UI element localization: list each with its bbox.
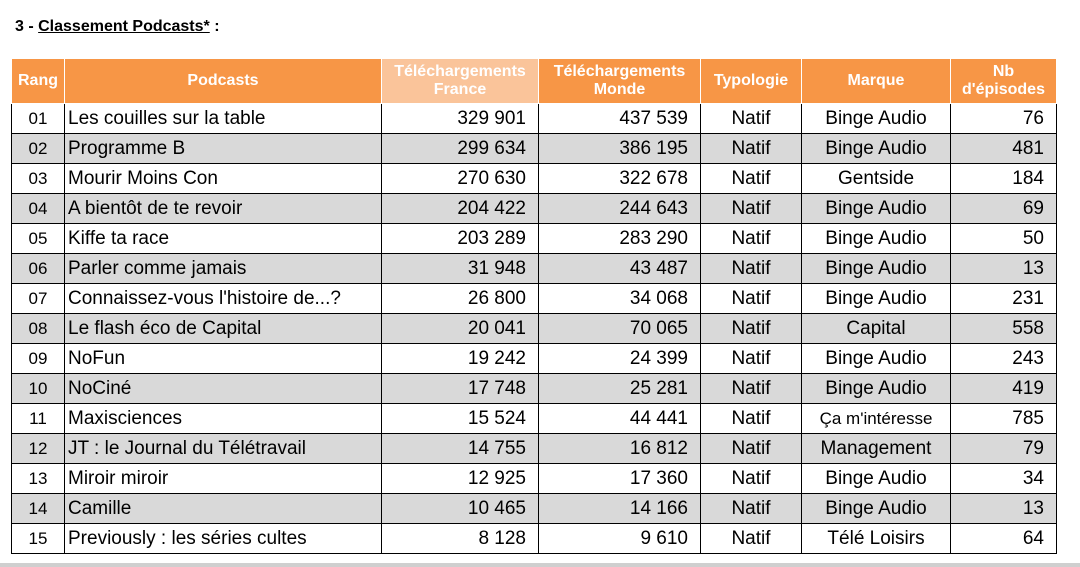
cell-downloads-world: 25 281: [539, 374, 701, 404]
cell-rank: 03: [12, 164, 65, 194]
cell-downloads-world: 24 399: [539, 344, 701, 374]
bottom-divider: [0, 563, 1080, 567]
cell-downloads-world: 386 195: [539, 134, 701, 164]
table-row: [12, 164, 1057, 194]
table-body: [12, 104, 1057, 554]
cell-typology: Natif: [701, 314, 802, 344]
cell-downloads-world: 34 068: [539, 284, 701, 314]
cell-typology: Natif: [701, 254, 802, 284]
cell-rank: 07: [12, 284, 65, 314]
cell-brand: Ça m'intéresse: [802, 404, 951, 434]
cell-downloads-france: 20 041: [382, 314, 539, 344]
cell-podcast-name: Camille: [65, 494, 382, 524]
cell-typology: Natif: [701, 134, 802, 164]
cell-downloads-france: 15 524: [382, 404, 539, 434]
cell-typology: Natif: [701, 404, 802, 434]
cell-downloads-france: 204 422: [382, 194, 539, 224]
cell-brand: Binge Audio: [802, 104, 951, 134]
cell-downloads-world: 322 678: [539, 164, 701, 194]
cell-downloads-world: 17 360: [539, 464, 701, 494]
cell-rank: 11: [12, 404, 65, 434]
cell-podcast-name: Les couilles sur la table: [65, 104, 382, 134]
cell-downloads-france: 19 242: [382, 344, 539, 374]
cell-rank: 08: [12, 314, 65, 344]
cell-rank: 10: [12, 374, 65, 404]
cell-rank: 04: [12, 194, 65, 224]
cell-episodes: 69: [951, 194, 1057, 224]
cell-podcast-name: Previously : les séries cultes: [65, 524, 382, 554]
cell-brand: Binge Audio: [802, 464, 951, 494]
header-row: [12, 59, 1057, 104]
cell-typology: Natif: [701, 464, 802, 494]
section-title: [15, 18, 220, 36]
table-row: [12, 434, 1057, 464]
header-rank[interactable]: Rang: [12, 59, 65, 104]
table-row: [12, 494, 1057, 524]
cell-brand: Management: [802, 434, 951, 464]
cell-episodes: 481: [951, 134, 1057, 164]
cell-downloads-france: 329 901: [382, 104, 539, 134]
cell-downloads-world: 283 290: [539, 224, 701, 254]
cell-podcast-name: NoFun: [65, 344, 382, 374]
header-typology[interactable]: Typologie: [701, 59, 802, 104]
cell-downloads-world: 43 487: [539, 254, 701, 284]
table-row: [12, 194, 1057, 224]
cell-brand: Binge Audio: [802, 134, 951, 164]
cell-rank: 14: [12, 494, 65, 524]
cell-podcast-name: Le flash éco de Capital: [65, 314, 382, 344]
cell-rank: 05: [12, 224, 65, 254]
table-row: [12, 104, 1057, 134]
table-row: [12, 524, 1057, 554]
cell-podcast-name: NoCiné: [65, 374, 382, 404]
cell-downloads-world: 16 812: [539, 434, 701, 464]
cell-podcast-name: Connaissez-vous l'histoire de...?: [65, 284, 382, 314]
cell-rank: 02: [12, 134, 65, 164]
cell-typology: Natif: [701, 164, 802, 194]
cell-downloads-world: 244 643: [539, 194, 701, 224]
cell-brand: Gentside: [802, 164, 951, 194]
table-row: [12, 254, 1057, 284]
cell-episodes: 64: [951, 524, 1057, 554]
cell-typology: Natif: [701, 524, 802, 554]
cell-downloads-world: 9 610: [539, 524, 701, 554]
cell-typology: Natif: [701, 284, 802, 314]
cell-podcast-name: Maxisciences: [65, 404, 382, 434]
table-row: [12, 134, 1057, 164]
cell-brand: Binge Audio: [802, 494, 951, 524]
cell-podcast-name: JT : le Journal du Télétravail: [65, 434, 382, 464]
header-episodes[interactable]: Nb d'épisodes: [951, 59, 1057, 104]
table-row: [12, 374, 1057, 404]
cell-episodes: 13: [951, 254, 1057, 284]
cell-episodes: 231: [951, 284, 1057, 314]
cell-downloads-france: 12 925: [382, 464, 539, 494]
cell-podcast-name: Kiffe ta race: [65, 224, 382, 254]
cell-episodes: 76: [951, 104, 1057, 134]
podcast-ranking-table: [11, 58, 1057, 554]
cell-downloads-france: 203 289: [382, 224, 539, 254]
section-number: 3 -: [15, 18, 39, 35]
cell-downloads-world: 44 441: [539, 404, 701, 434]
cell-rank: 01: [12, 104, 65, 134]
cell-episodes: 184: [951, 164, 1057, 194]
cell-typology: Natif: [701, 494, 802, 524]
cell-podcast-name: Parler comme jamais: [65, 254, 382, 284]
cell-episodes: 419: [951, 374, 1057, 404]
cell-episodes: 558: [951, 314, 1057, 344]
table-row: [12, 224, 1057, 254]
cell-downloads-world: 70 065: [539, 314, 701, 344]
cell-episodes: 79: [951, 434, 1057, 464]
cell-rank: 09: [12, 344, 65, 374]
header-podcast[interactable]: Podcasts: [65, 59, 382, 104]
cell-downloads-france: 31 948: [382, 254, 539, 284]
cell-downloads-france: 14 755: [382, 434, 539, 464]
cell-brand: Capital: [802, 314, 951, 344]
cell-typology: Natif: [701, 344, 802, 374]
cell-brand: Binge Audio: [802, 284, 951, 314]
cell-downloads-world: 437 539: [539, 104, 701, 134]
cell-brand: Binge Audio: [802, 194, 951, 224]
cell-rank: 12: [12, 434, 65, 464]
cell-podcast-name: Mourir Moins Con: [65, 164, 382, 194]
cell-episodes: 13: [951, 494, 1057, 524]
cell-typology: Natif: [701, 374, 802, 404]
cell-podcast-name: A bientôt de te revoir: [65, 194, 382, 224]
cell-rank: 15: [12, 524, 65, 554]
cell-typology: Natif: [701, 194, 802, 224]
table-row: [12, 284, 1057, 314]
cell-typology: Natif: [701, 104, 802, 134]
table-row: [12, 464, 1057, 494]
section-title-text: Classement Podcasts*: [38, 18, 210, 35]
cell-brand: Binge Audio: [802, 374, 951, 404]
cell-episodes: 243: [951, 344, 1057, 374]
cell-typology: Natif: [701, 434, 802, 464]
cell-podcast-name: Programme B: [65, 134, 382, 164]
header-downloads-france[interactable]: Téléchargements France: [382, 59, 539, 104]
cell-downloads-france: 8 128: [382, 524, 539, 554]
section-title-suffix: :: [209, 18, 220, 35]
table-row: [12, 344, 1057, 374]
cell-brand: Binge Audio: [802, 254, 951, 284]
cell-downloads-world: 14 166: [539, 494, 701, 524]
cell-downloads-france: 270 630: [382, 164, 539, 194]
table-row: [12, 404, 1057, 434]
cell-downloads-france: 299 634: [382, 134, 539, 164]
cell-brand: Binge Audio: [802, 224, 951, 254]
header-downloads-world[interactable]: Téléchargements Monde: [539, 59, 701, 104]
cell-rank: 13: [12, 464, 65, 494]
cell-podcast-name: Miroir miroir: [65, 464, 382, 494]
cell-brand: Télé Loisirs: [802, 524, 951, 554]
cell-downloads-france: 10 465: [382, 494, 539, 524]
cell-episodes: 785: [951, 404, 1057, 434]
cell-downloads-france: 26 800: [382, 284, 539, 314]
cell-typology: Natif: [701, 224, 802, 254]
cell-episodes: 50: [951, 224, 1057, 254]
table-row: [12, 314, 1057, 344]
cell-rank: 06: [12, 254, 65, 284]
cell-episodes: 34: [951, 464, 1057, 494]
header-brand[interactable]: Marque: [802, 59, 951, 104]
cell-downloads-france: 17 748: [382, 374, 539, 404]
cell-brand: Binge Audio: [802, 344, 951, 374]
